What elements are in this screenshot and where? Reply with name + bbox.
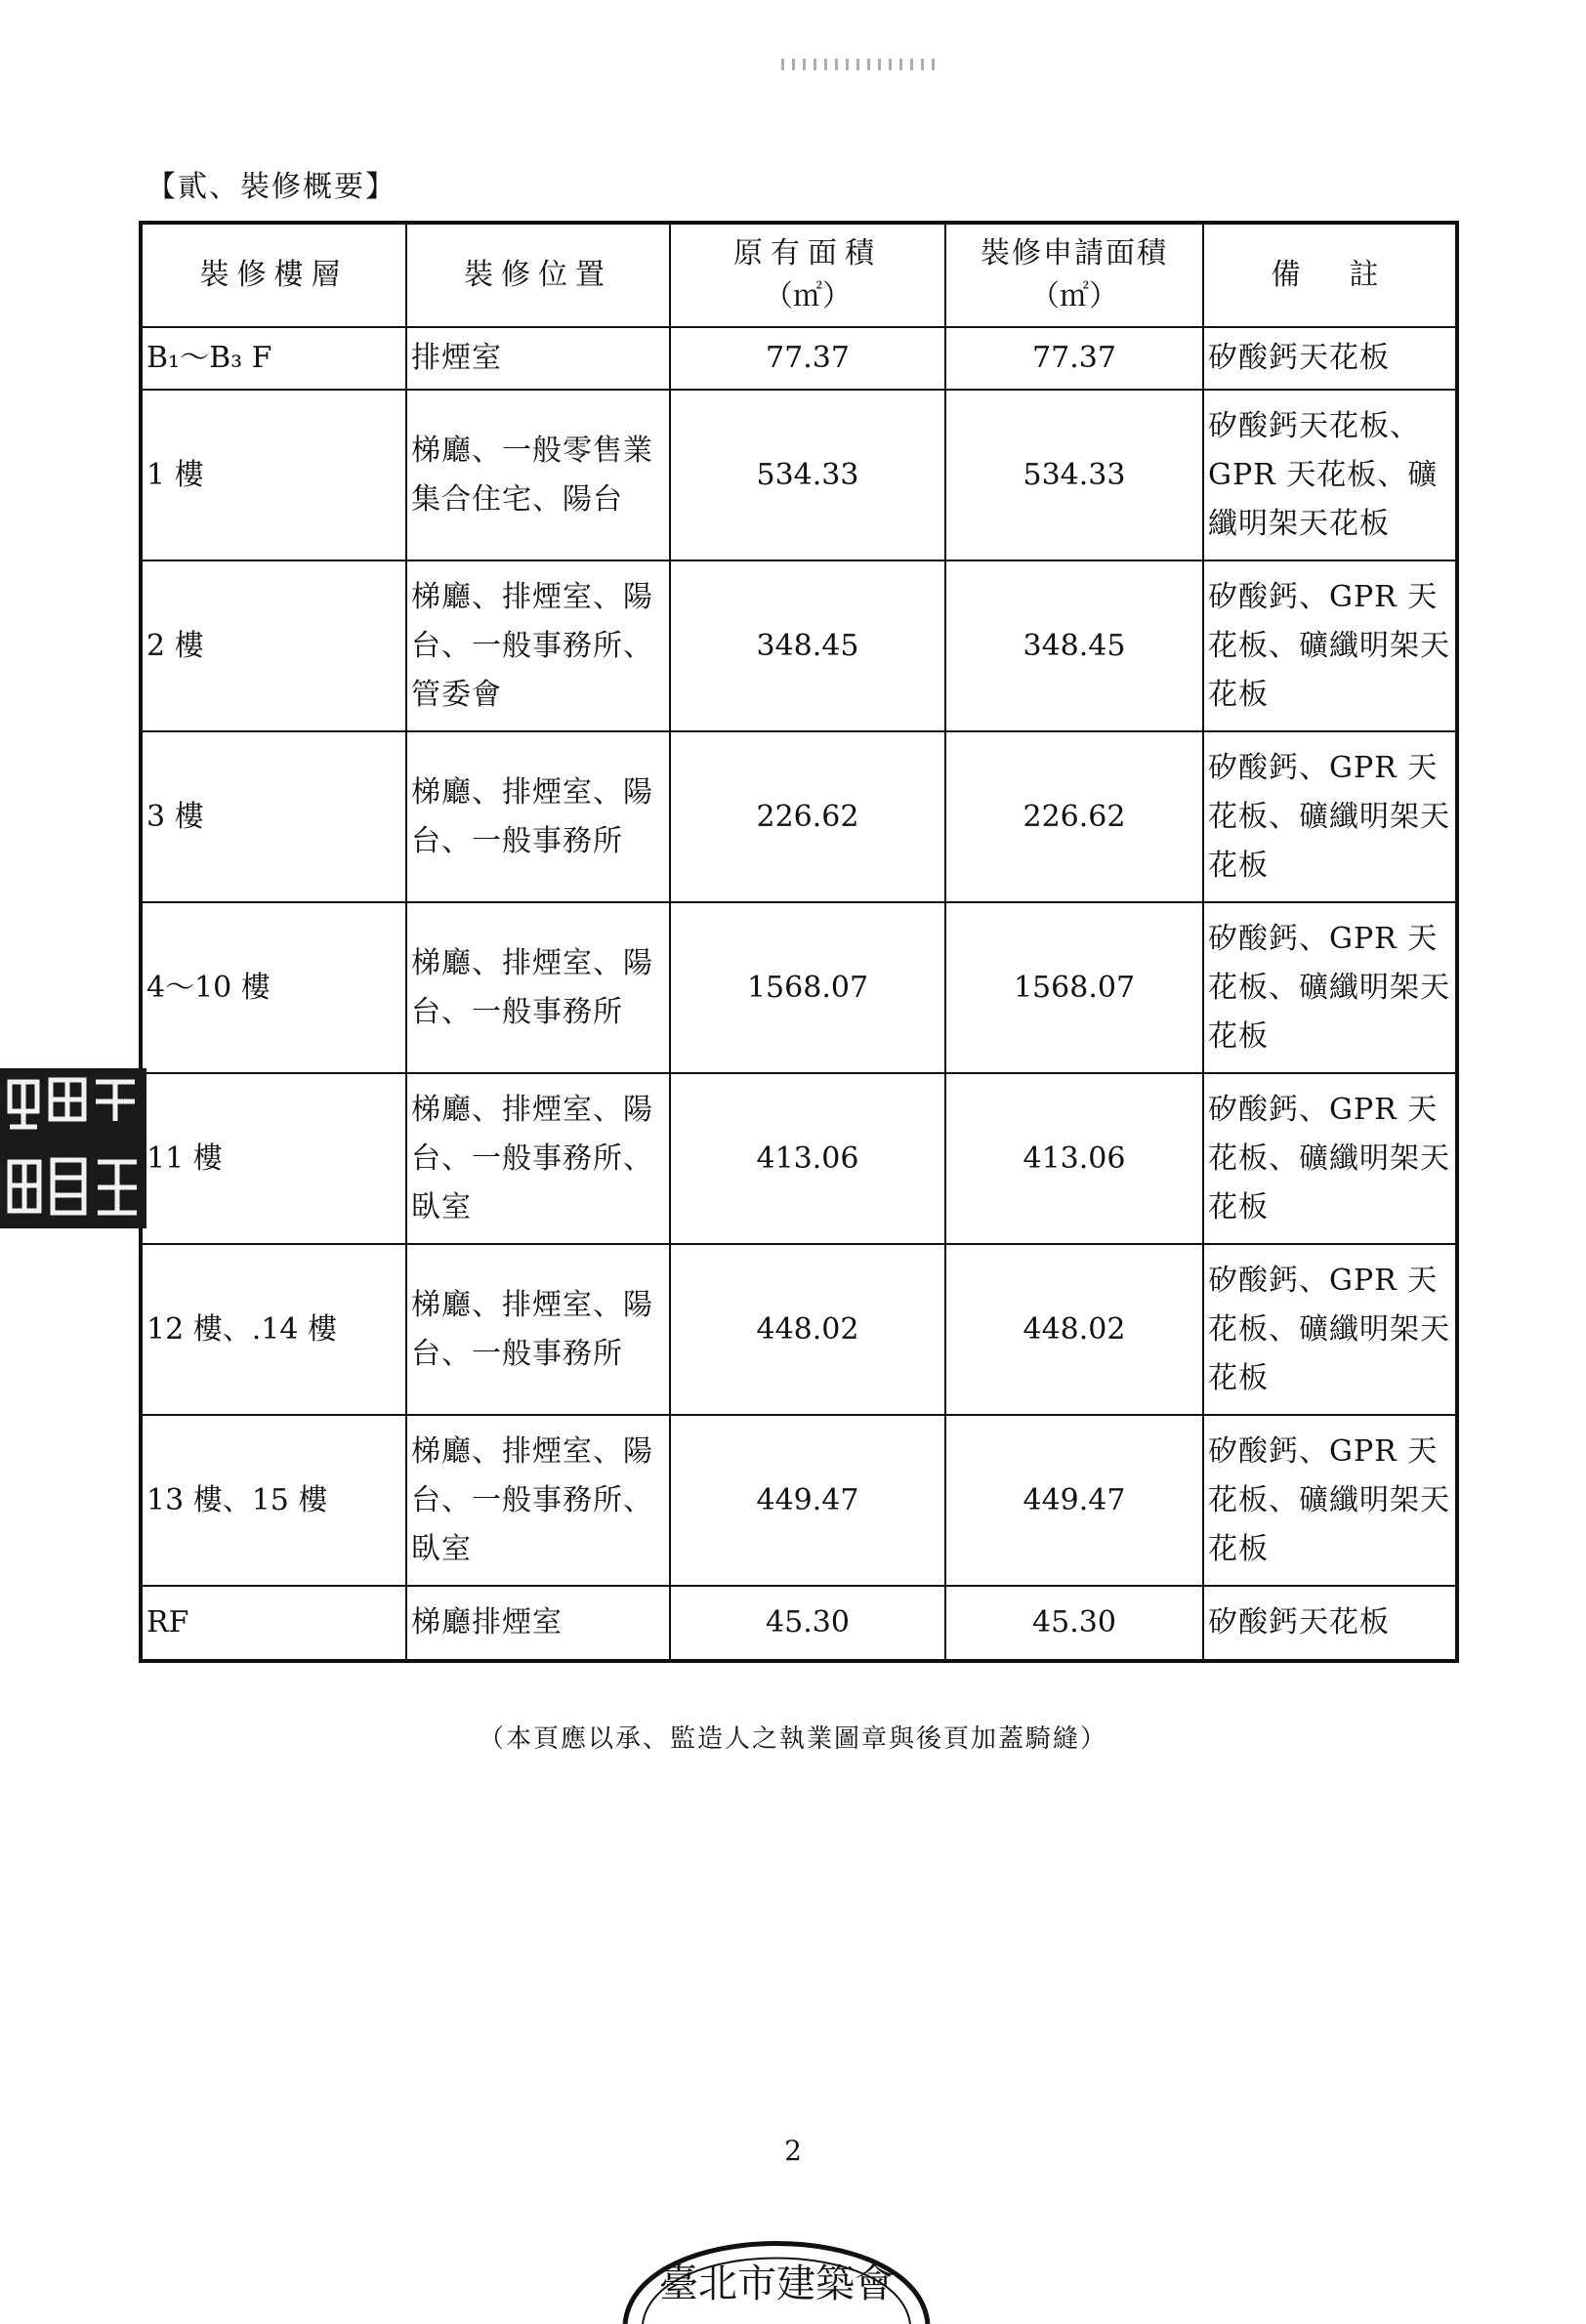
- seal-left-graphic: [0, 1068, 146, 1228]
- table-row: [141, 1586, 1457, 1661]
- seal-stamp-left: [0, 1068, 146, 1228]
- cell-position: 梯廳、排煙室、陽台、一般事務所、臥室: [406, 1073, 670, 1244]
- table-row: [141, 1073, 1457, 1244]
- cell-floor: RF: [141, 1586, 406, 1661]
- table-header-row: [141, 223, 1457, 327]
- cell-original-area: 348.45: [670, 560, 945, 731]
- cell-position: 梯廳排煙室: [406, 1586, 670, 1661]
- cell-original-area: 448.02: [670, 1244, 945, 1415]
- cell-applied-area: 77.37: [945, 327, 1203, 390]
- cell-applied-area: 348.45: [945, 560, 1203, 731]
- cell-original-area: 77.37: [670, 327, 945, 390]
- cell-applied-area: 45.30: [945, 1586, 1203, 1661]
- cell-floor: 1 樓: [141, 390, 406, 560]
- seal-bottom-text: 臺北市建築會: [659, 2262, 894, 2306]
- header-original-area: [670, 223, 945, 327]
- cell-original-area: 534.33: [670, 390, 945, 560]
- cell-floor: 11 樓: [141, 1073, 406, 1244]
- table-row: [141, 327, 1457, 390]
- table-row: [141, 1415, 1457, 1586]
- header-applied-area-line1: 裝修申請面積: [981, 236, 1168, 270]
- header-applied-area-line2: （㎡）: [1030, 279, 1118, 313]
- cell-original-area: 413.06: [670, 1073, 945, 1244]
- header-position: 裝修位置: [406, 223, 670, 327]
- cell-position: 排煙室: [406, 327, 670, 390]
- cell-applied-area: 413.06: [945, 1073, 1203, 1244]
- cell-remarks: 矽酸鈣、GPR 天花板、礦纖明架天花板: [1203, 1415, 1457, 1586]
- cell-remarks: 矽酸鈣、GPR 天花板、礦纖明架天花板: [1203, 1073, 1457, 1244]
- cell-remarks: 矽酸鈣天花板、GPR 天花板、礦纖明架天花板: [1203, 390, 1457, 560]
- cell-floor: 12 樓、.14 樓: [141, 1244, 406, 1415]
- cell-remarks: 矽酸鈣天花板: [1203, 327, 1457, 390]
- cell-applied-area: 449.47: [945, 1415, 1203, 1586]
- cell-position: 梯廳、排煙室、陽台、一般事務所、管委會: [406, 560, 670, 731]
- seal-bottom-graphic: [615, 2187, 938, 2324]
- cell-original-area: 226.62: [670, 731, 945, 902]
- seal-stamp-bottom: [615, 2187, 938, 2324]
- cell-remarks: 矽酸鈣、GPR 天花板、礦纖明架天花板: [1203, 560, 1457, 731]
- cell-position: 梯廳、一般零售業集合住宅、陽台: [406, 390, 670, 560]
- cell-floor: 4～10 樓: [141, 902, 406, 1073]
- table-row: [141, 560, 1457, 731]
- cell-remarks: 矽酸鈣、GPR 天花板、礦纖明架天花板: [1203, 902, 1457, 1073]
- table-row: [141, 902, 1457, 1073]
- table-row: [141, 390, 1457, 560]
- renovation-summary-table: [139, 221, 1459, 1663]
- cell-position: 梯廳、排煙室、陽台、一般事務所、臥室: [406, 1415, 670, 1586]
- cell-floor: 2 樓: [141, 560, 406, 731]
- header-remarks: 備 註: [1203, 223, 1457, 327]
- cell-original-area: 449.47: [670, 1415, 945, 1586]
- section-title: 【貳、裝修概要】: [146, 170, 396, 204]
- table-row: [141, 1244, 1457, 1415]
- cell-remarks: 矽酸鈣天花板: [1203, 1586, 1457, 1661]
- header-floor: 裝修樓層: [141, 223, 406, 327]
- cell-floor: 3 樓: [141, 731, 406, 902]
- cell-applied-area: 448.02: [945, 1244, 1203, 1415]
- cell-remarks: 矽酸鈣、GPR 天花板、礦纖明架天花板: [1203, 1244, 1457, 1415]
- cell-floor: B₁～B₃ F: [141, 327, 406, 390]
- cell-position: 梯廳、排煙室、陽台、一般事務所: [406, 902, 670, 1073]
- cell-position: 梯廳、排煙室、陽台、一般事務所: [406, 1244, 670, 1415]
- cell-remarks: 矽酸鈣、GPR 天花板、礦纖明架天花板: [1203, 731, 1457, 902]
- cell-original-area: 1568.07: [670, 902, 945, 1073]
- cell-applied-area: 1568.07: [945, 902, 1203, 1073]
- cell-floor: 13 樓、15 樓: [141, 1415, 406, 1586]
- table-row: [141, 731, 1457, 902]
- cell-applied-area: 534.33: [945, 390, 1203, 560]
- cell-applied-area: 226.62: [945, 731, 1203, 902]
- stamp-footnote: （本頁應以承、監造人之執業圖章與後頁加蓋騎縫）: [478, 1724, 1107, 1754]
- header-original-area-line2: （㎡）: [764, 279, 852, 313]
- header-applied-area: [945, 223, 1203, 327]
- header-original-area-line1: 原有面積: [733, 236, 882, 270]
- cell-original-area: 45.30: [670, 1586, 945, 1661]
- scan-artifact: [781, 59, 938, 70]
- cell-position: 梯廳、排煙室、陽台、一般事務所: [406, 731, 670, 902]
- page-number: 2: [784, 2135, 802, 2167]
